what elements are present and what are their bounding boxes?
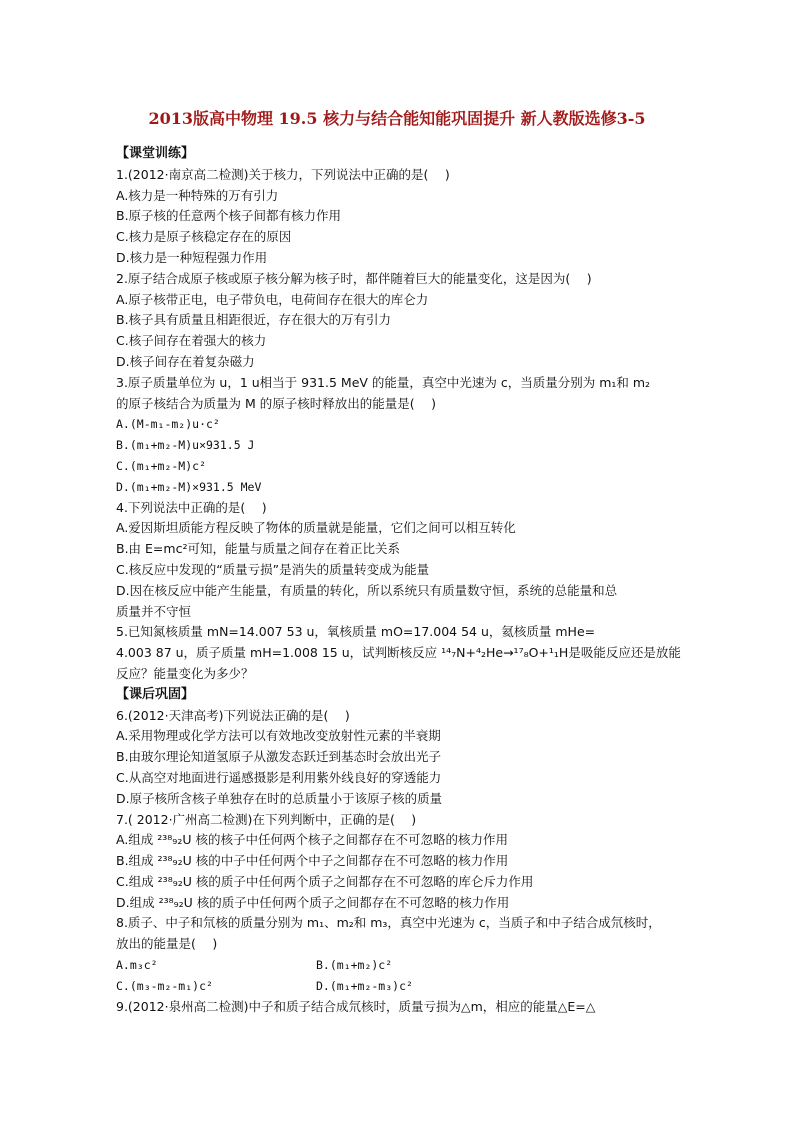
option-2b: B.核子具有质量且相距很近，存在很大的万有引力: [116, 312, 392, 328]
option-2d: D.核子间存在着复杂磁力: [116, 353, 255, 369]
option-1b: B.原子核的任意两个核子间都有核力作用: [116, 208, 342, 224]
option-8b: B.(m₁+m₂)c²: [316, 958, 393, 973]
question-3-line-1: 3.原子质量单位为 u，1 u相当于 931.5 MeV 的能量，真空中光速为 c，当质量分别为 m₁和 m₂: [116, 374, 651, 390]
option-3d: D.(m₁+m₂-M)×931.5 MeV: [116, 479, 262, 494]
option-6c: C.从高空对地面进行遥感摄影是利用紫外线良好的穿透能力: [116, 769, 442, 785]
option-7d: D.组成 ²³⁸₉₂U 核的质子中任何两个质子之间都存在不可忽略的核力作用: [116, 894, 510, 910]
option-1a: A.核力是一种特殊的万有引力: [116, 187, 279, 203]
option-8d: D.(m₁+m₂-m₃)c²: [316, 978, 413, 993]
option-4b: B.由 E=mc²可知，能量与质量之间存在着正比关系: [116, 541, 400, 557]
document-body: [116, 144, 688, 1017]
page-title: 2013版高中物理 19.5 核力与结合能知能巩固提升 新人教版选修3-5: [148, 109, 646, 128]
question-9: 9.(2012·泉州高二检测)中子和质子结合成氘核时，质量亏损为△m，相应的能量△E=△: [116, 998, 596, 1014]
option-4c: C.核反应中发现的“质量亏损”是消失的质量转变成为能量: [116, 561, 430, 577]
option-8a: A.m₃c²: [116, 958, 158, 973]
section-heading-class: 【课堂训练】: [116, 146, 195, 161]
question-6: 6.(2012·天津高考)下列说法正确的是( ): [116, 707, 350, 723]
question-7: 7.( 2012·广州高二检测)在下列判断中，正确的是( ): [116, 811, 417, 827]
option-3c: C.(m₁+m₂-M)c²: [116, 458, 207, 473]
question-5-line-2: 4.003 87 u，质子质量 mH=1.008 15 u，试判断核反应 ¹⁴₇N+⁴₂He→¹⁷₈O+¹₁H是吸能反应还是放能: [116, 645, 681, 661]
option-7a: A.组成 ²³⁸₉₂U 核的核子中任何两个核子之间都存在不可忽略的核力作用: [116, 832, 508, 848]
option-6d: D.原子核所含核子单独存在时的总质量小于该原子核的质量: [116, 790, 443, 806]
option-6b: B.由玻尔理论知道氢原子从激发态跃迁到基态时会放出光子: [116, 749, 442, 765]
option-4d-line-1: D.因在核反应中能产生能量，有质量的转化，所以系统只有质量数守恒，系统的总能量和总: [116, 582, 618, 598]
question-4: 4.下列说法中正确的是( ): [116, 499, 267, 515]
option-6a: A.采用物理或化学方法可以有效地改变放射性元素的半衰期: [116, 728, 441, 744]
question-5-line-1: 5.已知氮核质量 mN=14.007 53 u，氧核质量 mO=17.004 54 u，氦核质量 mHe=: [116, 624, 596, 640]
option-4a: A.爱因斯坦质能方程反映了物体的质量就是能量，它们之间可以相互转化: [116, 520, 516, 536]
option-1c: C.核力是原子核稳定存在的原因: [116, 229, 292, 245]
option-8c: C.(m₃-m₂-m₁)c²: [116, 978, 213, 993]
question-1: 1.(2012·南京高二检测)关于核力，下列说法中正确的是( ): [116, 166, 450, 182]
option-3a: A.(M-m₁-m₂)u·c²: [116, 417, 220, 432]
question-5-line-3: 反应？能量变化为多少？: [116, 665, 254, 681]
option-2c: C.核子间存在着强大的核力: [116, 333, 267, 349]
option-7c: C.组成 ²³⁸₉₂U 核的质子中任何两个质子之间都存在不可忽略的库仑斥力作用: [116, 873, 534, 889]
option-7b: B.组成 ²³⁸₉₂U 核的中子中任何两个中子之间都存在不可忽略的核力作用: [116, 853, 509, 869]
option-4d-line-2: 质量并不守恒: [116, 603, 192, 619]
options-8-row-1: [116, 955, 688, 976]
question-8-line-2: 放出的能量是( ): [116, 936, 218, 952]
question-3-line-2: 的原子核结合为质量为 M 的原子核时释放出的能量是( ): [116, 395, 436, 411]
option-2a: A.原子核带正电，电子带负电，电荷间存在很大的库仑力: [116, 291, 429, 307]
option-1d: D.核力是一种短程强力作用: [116, 249, 268, 265]
question-2: 2.原子结合成原子核或原子核分解为核子时，都伴随着巨大的能量变化，这是因为( ): [116, 270, 592, 286]
option-3b: B.(m₁+m₂-M)u×931.5 J: [116, 438, 255, 453]
section-heading-after-class: 【课后巩固】: [116, 686, 195, 702]
options-8-row-2: [116, 976, 688, 997]
question-8-line-1: 8.质子、中子和氘核的质量分别为 m₁、m₂和 m₃，真空中光速为 c，当质子和中子结合成氘核时，: [116, 915, 661, 931]
